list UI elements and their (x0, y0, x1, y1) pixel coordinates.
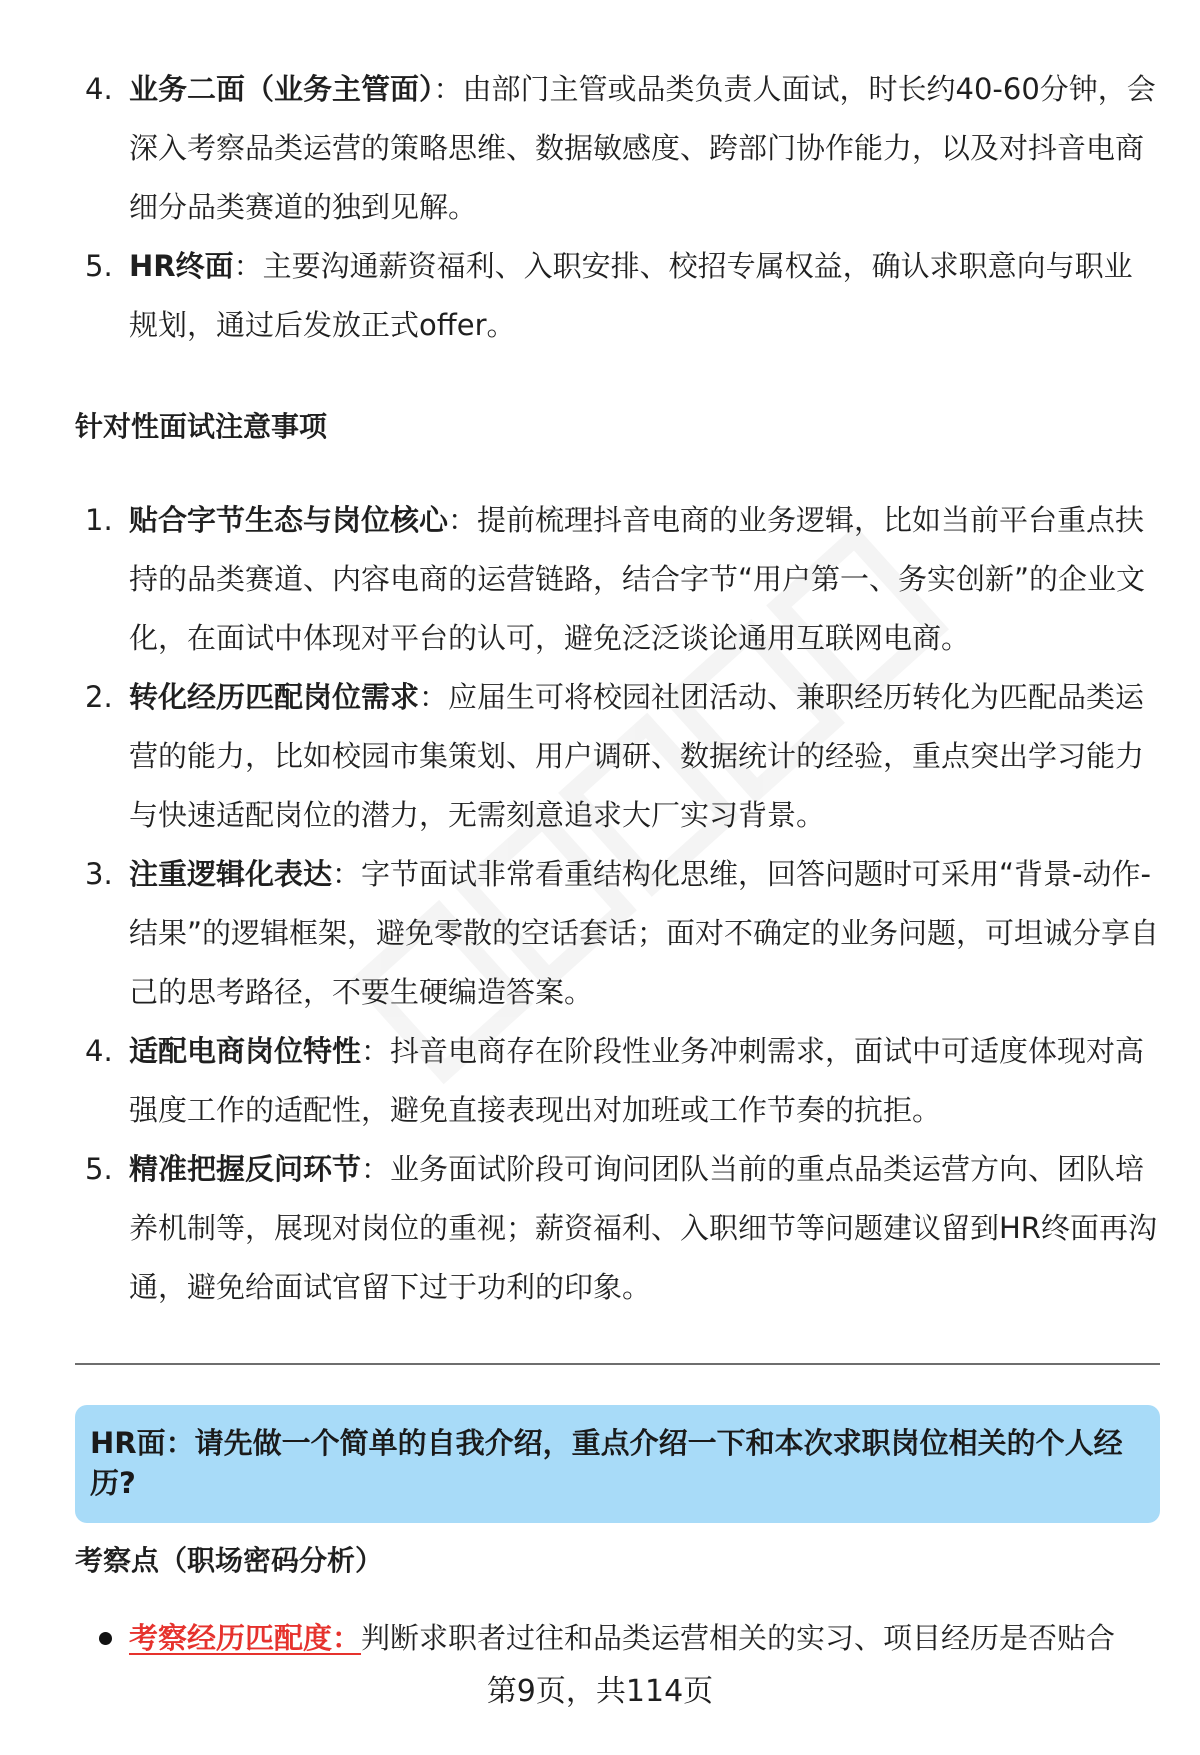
page-footer (0, 1672, 1200, 1712)
list-item-text: ：业务面试阶段可询问团队当前的重点品类运营方向、团队培养机制等，展现对岗位的重视；薪资福利、入职细节等问题建议留到HR终面再沟通，避免给面试官留下过于功利的印象。 (129, 1152, 1157, 1304)
bullet-dot-icon (99, 1632, 112, 1645)
list-number: 5. (85, 1152, 113, 1186)
question-text: HR面：请先做一个简单的自我介绍，重点介绍一下和本次求职岗位相关的个人经历? (90, 1426, 1123, 1500)
horizontal-divider (75, 1363, 1160, 1365)
bullet-text: 判断求职者过往和品类运营相关的实习、项目经历是否贴合 (361, 1621, 1116, 1655)
list-number: 1. (85, 503, 113, 537)
list-number: 5. (85, 249, 113, 283)
list-item-text: ：字节面试非常看重结构化思维，回答问题时可采用“背景-动作-结果”的逻辑框架，避免零散的空话套话；面对不确定的业务问题，可坦诚分享自己的思考路径，不要生硬编造答案。 (129, 857, 1160, 1009)
list-item (75, 60, 1160, 237)
notes-list (75, 491, 1160, 1317)
list-item (75, 491, 1160, 668)
list-item (75, 237, 1160, 355)
page-number: 第9页，共114页 (486, 1674, 714, 1709)
list-number: 4. (85, 1034, 113, 1068)
bullet-term: 考察经历匹配度： (129, 1621, 362, 1655)
list-item (75, 668, 1160, 845)
list-number: 2. (85, 680, 113, 714)
list-item-term: 贴合字节生态与岗位核心 (129, 503, 449, 537)
list-item-text: ：抖音电商存在阶段性业务冲刺需求，面试中可适度体现对高强度工作的适配性，避免直接表现出对加班或工作节奏的抗拒。 (129, 1034, 1145, 1127)
list-item-term: HR终面 (129, 249, 234, 283)
list-number: 4. (85, 72, 113, 106)
list-item-term: 转化经历匹配岗位需求 (129, 680, 420, 714)
list-item-text: ：应届生可将校园社团活动、兼职经历转化为匹配品类运营的能力，比如校园市集策划、用户调研、数据统计的经验，重点突出学习能力与快速适配岗位的潜力，无需刻意追求大厂实习背景。 (129, 680, 1145, 832)
list-item-term: 适配电商岗位特性 (129, 1034, 362, 1068)
list-item-term: 注重逻辑化表达 (129, 857, 333, 891)
list-item-term: 业务二面（业务主管面） (129, 72, 434, 106)
list-item (75, 1022, 1160, 1140)
page-content (75, 60, 1160, 1663)
bullet-item (75, 1613, 1160, 1663)
list-item-term: 精准把握反问环节 (129, 1152, 362, 1186)
section-heading-notes: 针对性面试注意事项 (75, 410, 328, 443)
list-item-text: ：提前梳理抖音电商的业务逻辑，比如当前平台重点扶持的品类赛道、内容电商的运营链路，结合字节“用户第一、务实创新”的企业文化，在面试中体现对平台的认可，避免泛泛谈论通用互联网电商。 (129, 503, 1146, 655)
list-item-text: ：由部门主管或品类负责人面试，时长约40-60分钟，会深入考察品类运营的策略思维、数据敏感度、跨部门协作能力，以及对抖音电商细分品类赛道的独到见解。 (129, 72, 1156, 224)
list-item (75, 845, 1160, 1022)
interview-stages-list (75, 60, 1160, 355)
list-item (75, 1140, 1160, 1317)
list-item-text: ：主要沟通薪资福利、入职安排、校招专属权益，确认求职意向与职业规划，通过后发放正式offer。 (129, 249, 1133, 342)
list-number: 3. (85, 857, 113, 891)
section-heading-exam-points: 考察点（职场密码分析） (75, 1544, 384, 1577)
question-box (75, 1405, 1160, 1523)
